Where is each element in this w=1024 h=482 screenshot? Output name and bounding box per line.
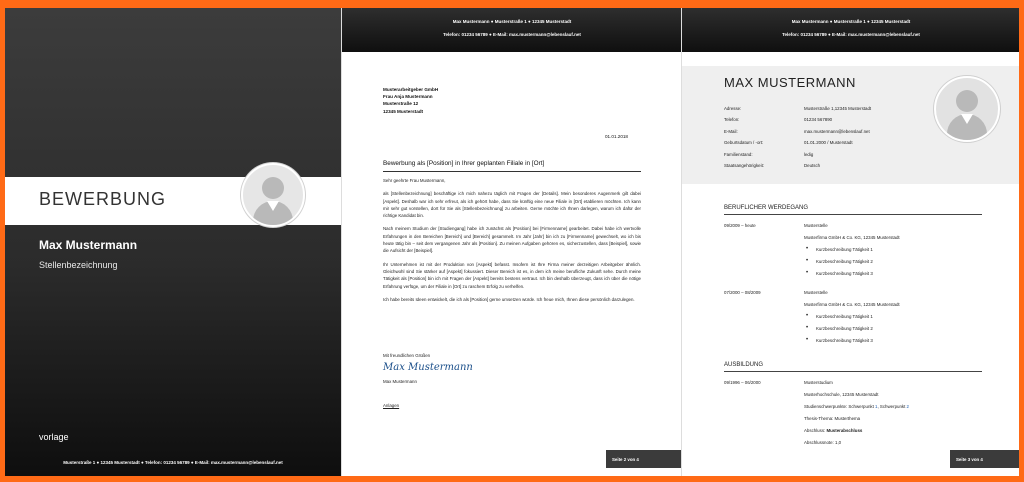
cover-page <box>5 8 341 476</box>
letter-paragraph: Nach meinem Studium der [Studiengang] habe ich zunächst als [Position] bei [Firmenname] gearbeitet. Dabei habe ich wertvolle Erfahrungen in den Bereichen [Bereich] und [Bereich] gesammelt. Im Jahr [Jahr] bin ich zu [Firmenname] gewechselt, wo ich bis heute tätig bin – seit dem vergangenen Jahr als [Position]. Zu meinen Aufgaben gehören es, sicherzustellen, dass [Beispiel], sowie die Aufsicht der [Beispiel]. <box>383 226 641 254</box>
header-line-2: Telefon: 01234 56789 ● E-Mail: max.mustermann@lebenslauf.net <box>782 32 920 37</box>
entry-company: Musterfirma GmbH & Co. KG, 12345 Musterstadt <box>804 235 900 240</box>
cv-page <box>681 8 1019 476</box>
person-icon <box>253 177 293 227</box>
header-line-1: Max Mustermann ● Musterstraße 1 ● 12345 Musterstadt <box>791 19 911 24</box>
recipient-line: Musterstraße 12 <box>383 101 419 107</box>
entry-date: 09/1996 – 06/2000 <box>724 380 761 385</box>
cover-job-title: Stellenbezeichnung <box>39 260 118 270</box>
entry-details <box>804 223 982 283</box>
entry-bullet: • Kurzbeschreibung Tätigkeit 3 <box>804 271 982 283</box>
entry-position: Musterstelle <box>804 290 828 295</box>
final-label: Abschluss: <box>804 428 827 433</box>
personal-row <box>724 140 871 151</box>
final-value: Musterabschluss <box>826 428 863 433</box>
entry-bullet: • Kurzbeschreibung Tätigkeit 1 <box>804 247 982 259</box>
entry-date: 07/2000 – 08/2009 <box>724 290 761 295</box>
letter-closing: Mit freundlichen Grüßen <box>383 353 431 358</box>
profile-photo-placeholder <box>934 76 1000 142</box>
experience-section-title: BERUFLICHER WERDEGANG <box>724 205 982 215</box>
focus-separator: , Schwerpunkt <box>877 404 907 409</box>
personal-row <box>724 117 871 128</box>
cv-name: MAX MUSTERMANN <box>724 75 856 90</box>
entry-company: Musterfirma GmbH & Co. KG, 12345 Musterstadt <box>804 302 900 307</box>
entry-bullet: • Kurzbeschreibung Tätigkeit 1 <box>804 314 982 326</box>
profile-photo-placeholder <box>241 163 305 227</box>
personal-value: ledig <box>804 151 814 157</box>
recipient-line: Musterarbeitgeber GmbH <box>383 87 439 92</box>
personal-data <box>724 106 871 174</box>
entry-final <box>804 428 982 440</box>
recipient-address <box>383 86 438 115</box>
personal-value: 01234 567890 <box>804 117 833 123</box>
entry-details <box>804 380 982 452</box>
signer-name: Max Mustermann <box>383 379 417 384</box>
entry-degree: Musterstudium <box>804 380 833 385</box>
personal-key: Telefon: <box>724 117 740 123</box>
document-preview <box>5 8 1019 476</box>
signature: Max Mustermann <box>383 362 473 373</box>
salutation: Sehr geehrte Frau Mustermann, <box>383 178 446 183</box>
cover-vorlage-label: vorlage <box>39 432 69 442</box>
education-section-title: AUSBILDUNG <box>724 362 982 372</box>
recipient-line: Frau Anja Mustermann <box>383 94 433 100</box>
personal-key: Adresse: <box>724 106 742 111</box>
personal-key: Staatsangehörigkeit: <box>724 162 765 168</box>
person-icon <box>947 90 987 140</box>
entry-bullet: • Kurzbeschreibung Tätigkeit 2 <box>804 259 982 271</box>
letter-page <box>341 8 681 476</box>
personal-key: Geburtsdatum / -ort: <box>724 140 764 146</box>
letter-subject: Bewerbung als [Position] in Ihrer geplanten Filiale in [Ort] <box>383 160 641 172</box>
focus-label: Studienschwerpunkte: Schwerpunkt <box>804 404 876 409</box>
entry-position: Musterstelle <box>804 223 828 228</box>
cv-header <box>682 8 1019 52</box>
recipient-line: 12345 Musterstadt <box>383 108 424 114</box>
personal-row <box>724 152 871 163</box>
header-line-1: Max Mustermann ● Musterstraße 1 ● 12345 Musterstadt <box>452 19 572 24</box>
letter-paragraph: Ihr Unternehmen ist mit der Produktion von [Aspekt] befasst. Insofern ist Ihre Firma meiner derzeitigen Arbeitgeber ähnlich. Gleichwohl sind Sie stärker auf [Aspekt] fokussiert. Dieser Bereich ist es, in dem ich meine berufliche Zukunft sehe. Durch meine Tätigkeit als [Position] bin ich mit Fragen der [Aspekt] bereits bestens vertraut. Ich bin deshalb überzeugt, dass ich über die nötige Erfahrung verfüge, um der Filiale in [Ort] zu raschem Erfolg zu verhelfen. <box>383 261 641 289</box>
entry-school: Musterhochschule, 12345 Musterstadt <box>804 392 879 397</box>
letter-header <box>342 8 682 52</box>
page-number: Seite 3 von 4 <box>950 450 1019 468</box>
cover-title: BEWERBUNG <box>39 189 167 209</box>
entry-bullet: • Kurzbeschreibung Tätigkeit 3 <box>804 338 982 350</box>
page-number: Seite 2 von 4 <box>606 450 682 468</box>
personal-value: Musterstraße 1,12345 Musterstadt <box>804 106 872 111</box>
attachments-link[interactable]: Anlagen <box>383 403 400 408</box>
personal-row <box>724 106 871 117</box>
personal-row <box>724 129 871 140</box>
cover-name: Max Mustermann <box>39 238 138 252</box>
header-line-2: Telefon: 01234 56789 ● E-Mail: max.mustermann@lebenslauf.net <box>443 32 581 37</box>
personal-value: max.mustermann@lebenslauf.net <box>804 128 870 134</box>
letter-date: 01.01.2018 <box>605 134 628 139</box>
letter-paragraph: als [Stellenbezeichnung] beschäftige ich mich nahezu täglich mit Fragen der [Details]. Mein besonderes Augenmerk gilt dabei [Aspekt]. Deshalb war ich sehr erfreut, als ich gehört habe, dass Sie künftig eine neue Filiale in [Ort] etablieren möchten. Ich kann mir sehr gut vorstellen, dort für Sie als [Stellenbezeichnung] zu arbeiten. Gerne möchte ich Ihnen darlegen, warum ich dafür der richtige Kandidat bin. <box>383 191 641 219</box>
entry-bullet: • Kurzbeschreibung Tätigkeit 2 <box>804 326 982 338</box>
entry-details <box>804 290 982 350</box>
cover-footer: Musterstraße 1 ● 12345 Musterstadt ● Telefon: 01234 56789 ● E-Mail: max.mustermann@lebenslauf.net <box>63 460 283 465</box>
focus-value-2: 2 <box>906 404 909 409</box>
personal-value: Deutsch <box>804 162 821 168</box>
entry-focus <box>804 404 982 416</box>
focus-value-1: 1 <box>875 404 878 409</box>
personal-key: E-Mail: <box>724 128 738 134</box>
entry-date: 09/2009 – heute <box>724 223 756 228</box>
entry-thesis: Thesis-Thema: Musterthema <box>804 416 861 421</box>
personal-key: Familienstand: <box>724 151 753 157</box>
letter-body <box>383 177 641 309</box>
entry-grade: Abschlussnote: 1,0 <box>804 440 842 445</box>
personal-row <box>724 163 871 174</box>
letter-paragraph: Ich habe bereits Ideen entwickelt, die ich als [Position] gerne umsetzen würde. Ich freue mich, Ihnen diese persönlich darzulegen. <box>383 296 635 302</box>
personal-value: 01.01.2000 / Musterstadt <box>804 140 853 146</box>
